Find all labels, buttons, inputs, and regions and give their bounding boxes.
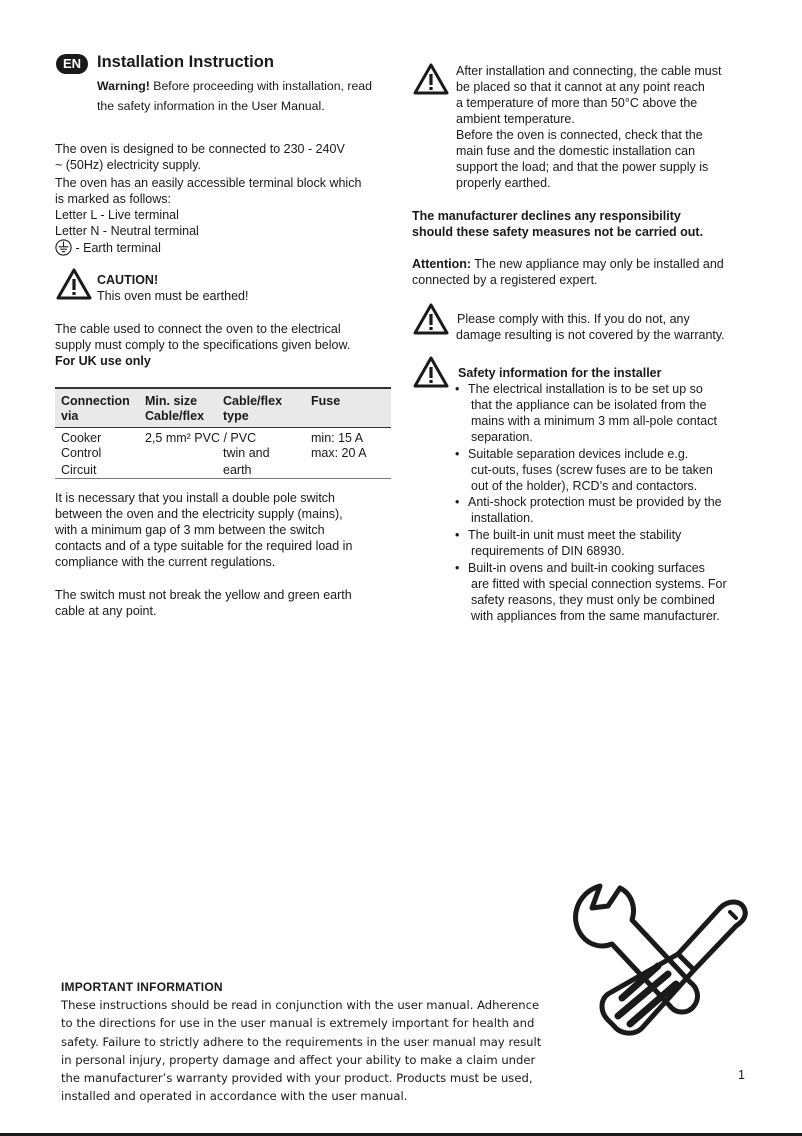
intro-line: The oven has an easily accessible terminal block which (55, 176, 362, 190)
warning-triangle-icon (56, 268, 92, 300)
earth-paragraph (55, 587, 352, 619)
table-header-row (55, 387, 391, 428)
comply-line: damage resulting is not covered by the warranty. (456, 328, 725, 342)
intro-line: Letter N - Neutral terminal (55, 224, 199, 238)
list-item: • Anti-shock protection must be provided by the installation. (455, 495, 722, 525)
after-install-line: be placed so that it cannot at any point reach (456, 80, 705, 94)
switch-line: between the oven and the electricity supply (mains), (55, 507, 343, 521)
warning-triangle-icon (413, 63, 449, 95)
important-line: to the directions for use in the user manual is extremely important for health and (61, 1016, 535, 1031)
after-install-line: properly earthed. (456, 176, 551, 190)
list-item: • The built-in unit must meet the stability requirements of DIN 68930. (455, 528, 682, 558)
wrench-screwdriver-icon (560, 878, 760, 1058)
header-cable-type: Cable/flex type (223, 394, 283, 423)
switch-line: compliance with the current regulations. (55, 555, 276, 569)
important-title: IMPORTANT INFORMATION (61, 980, 223, 994)
cell-size: 2,5 mm² PVC / PVC (145, 431, 257, 445)
warning-line-1: Warning! Before proceeding with installation, read (97, 79, 372, 93)
comply-line: Please comply with this. If you do not, any (457, 312, 690, 326)
cell-via: Cooker Control Circuit (61, 431, 102, 477)
important-line: safety. Failure to strictly adhere to the requirements in the user manual may result (61, 1034, 542, 1049)
important-line: the manufacturer’s warranty provided with your product. Products must be used, (61, 1071, 533, 1086)
important-line: installed and operated in accordance with the user manual. (61, 1089, 408, 1104)
important-body (61, 996, 551, 1106)
after-install-line: a temperature of more than 50°C above the (456, 96, 698, 110)
earth-line: cable at any point. (55, 604, 157, 618)
earth-terminal-line: - Earth terminal (55, 239, 361, 256)
switch-line: with a minimum gap of 3 mm between the switch (55, 523, 325, 537)
earth-line: The switch must not break the yellow and green earth (55, 588, 352, 602)
table-row (55, 428, 391, 479)
list-item: • Suitable separation devices include e.g. cut-outs, fuses (screw fuses are to be taken out of the holder), RCD’s and contactors. (455, 447, 713, 493)
header-fuse: Fuse (311, 394, 341, 408)
uk-use-only: For UK use only (55, 354, 151, 368)
after-install-line: main fuse and the domestic installation can (456, 144, 696, 158)
after-install-line: Before the oven is connected, check that the (456, 128, 703, 142)
earth-ground-icon (55, 239, 72, 256)
intro-line: Letter L - Live terminal (55, 208, 179, 222)
after-install-line: support the load; and that the power supply is (456, 160, 709, 174)
cable-line: supply must comply to the specifications given below. (55, 338, 351, 352)
switch-line: contacts and of a type suitable for the required load in (55, 539, 353, 553)
cable-spec-table (55, 387, 391, 479)
after-install-line: After installation and connecting, the cable must (456, 64, 722, 78)
page-title: Installation Instruction (97, 53, 274, 71)
warning-triangle-icon (413, 356, 449, 388)
caution-text: This oven must be earthed! (97, 289, 249, 303)
header-connection: Connection via (61, 394, 130, 423)
warning-triangle-icon (413, 303, 449, 335)
important-line: in personal injury, property damage and affect your ability to make a claim under (61, 1052, 536, 1067)
disclaimer-line: should these safety measures not be carried out. (412, 225, 704, 239)
manufacturer-disclaimer (412, 208, 703, 240)
comply-paragraph (456, 311, 725, 343)
safety-title: Safety information for the installer (458, 366, 662, 380)
cable-line: The cable used to connect the oven to the electrical (55, 322, 341, 336)
disclaimer-line: The manufacturer declines any responsibility (412, 209, 681, 223)
intro-line: is marked as follows: (55, 192, 172, 206)
safety-bullet-list (455, 381, 727, 624)
list-item: • Built-in ovens and built-in cooking surfaces are fitted with special connection systems. For safety reasons, they must only be combined with appliances from the same manufacturer. (455, 561, 727, 623)
switch-line: It is necessary that you install a double pole switch (55, 491, 336, 505)
attention-paragraph: Attention: The new appliance may only be installed and connected by a registered expert. (412, 257, 724, 287)
cell-type: twin and earth (223, 446, 270, 477)
important-line: These instructions should be read in conjunction with the user manual. Adherence (61, 998, 540, 1012)
switch-paragraph (55, 490, 352, 570)
language-badge: EN (56, 54, 88, 74)
cable-paragraph (55, 321, 350, 369)
caution-title: CAUTION! (97, 273, 159, 287)
warning-line-2: the safety information in the User Manual. (97, 99, 325, 113)
after-install-paragraph (456, 63, 721, 191)
intro-paragraph (55, 141, 361, 256)
cell-fuse: min: 15 A max: 20 A (311, 431, 367, 460)
page-number: 1 (738, 1068, 745, 1082)
intro-line: The oven is designed to be connected to 230 - 240V (55, 142, 345, 156)
header-min-size: Min. size Cable/flex (145, 394, 205, 423)
list-item: • The electrical installation is to be set up so that the appliance can be isolated from the mains with a minimum 3 mm all-pole contact separation. (455, 382, 717, 444)
after-install-line: ambient temperature. (456, 112, 575, 126)
intro-line: ~ (50Hz) electricity supply. (55, 158, 201, 172)
